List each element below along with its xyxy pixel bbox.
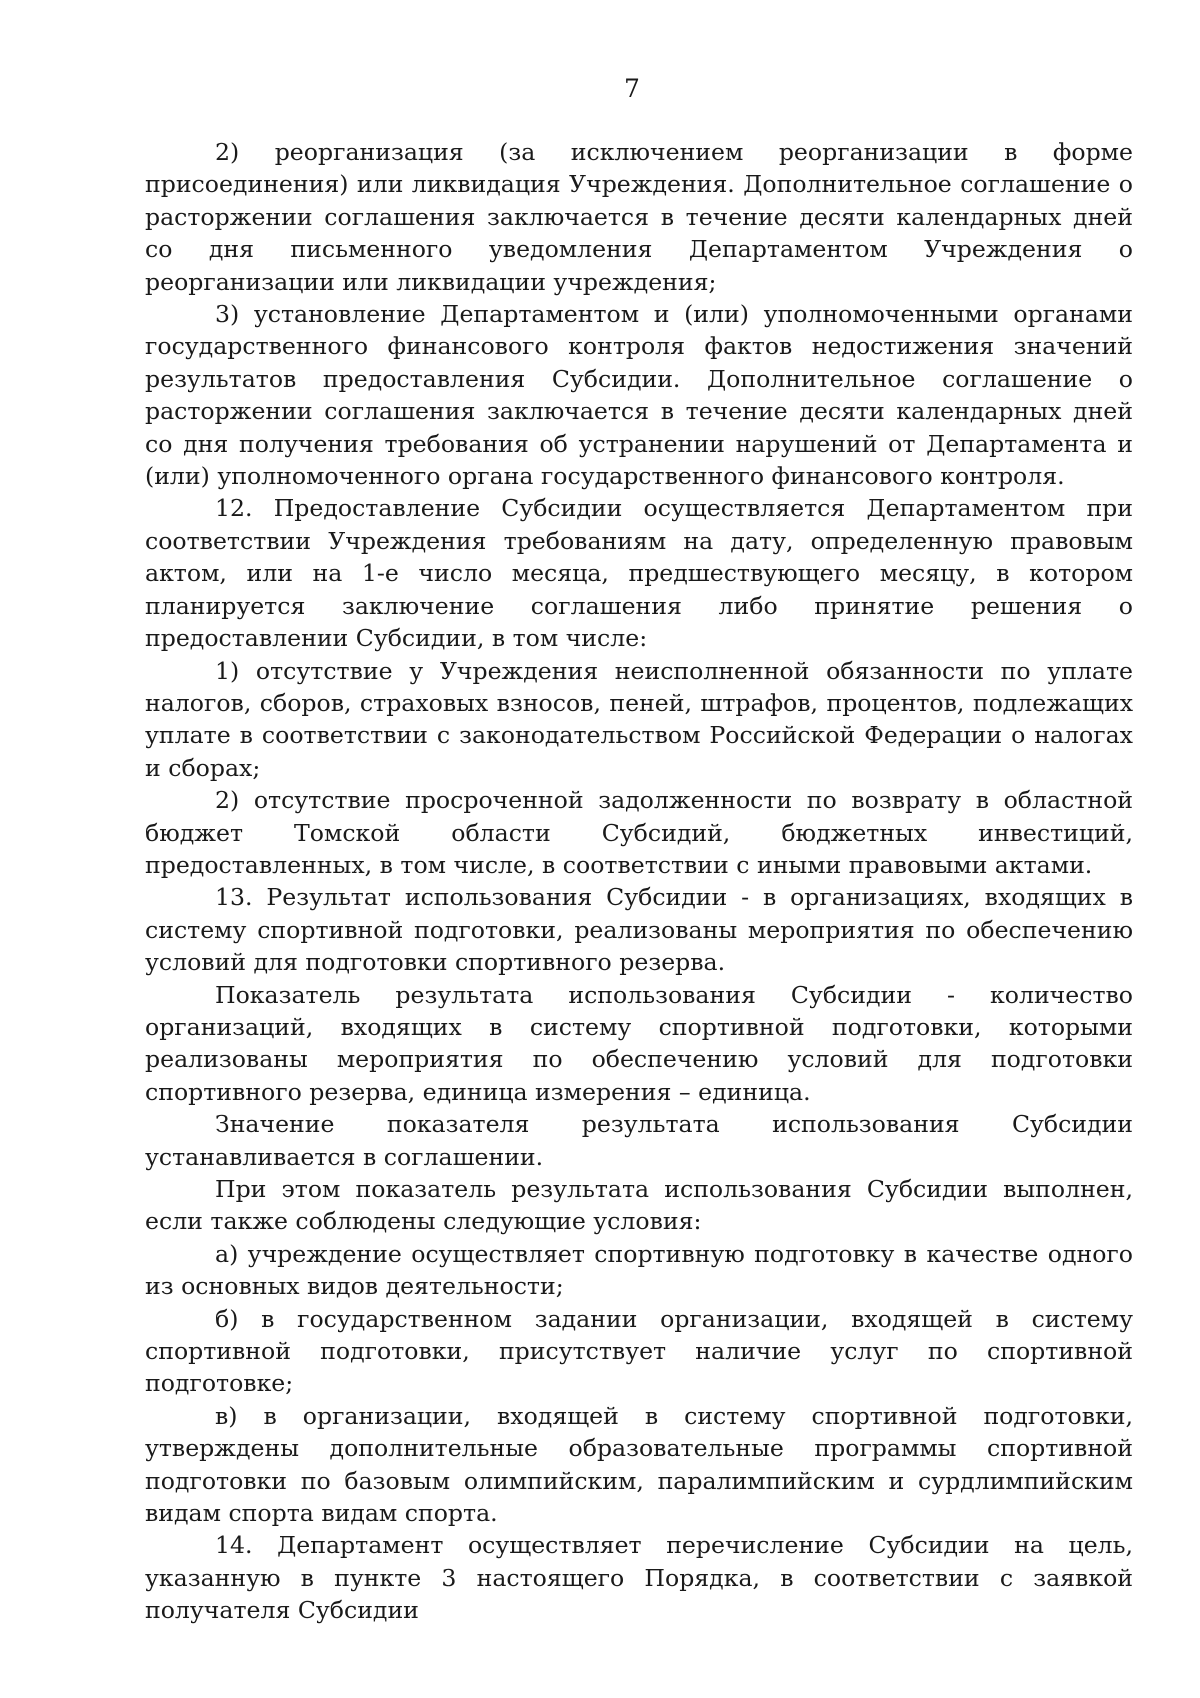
paragraph-conditions-intro: При этом показатель результата использования Субсидии выполнен, если также соблюдены следующие условия: [145, 1175, 1133, 1236]
paragraph-clause-12: 12. Предоставление Субсидии осуществляется Департаментом при соответствии Учреждения требованиям на дату, определенную правовым актом, или на 1-е число месяца, предшествующего месяцу, в котором планируется заключение соглашения либо принятие решения о предоставлении Субсидии, в том числе: [145, 494, 1133, 653]
paragraph-clause-14: 14. Департамент осуществляет перечисление Субсидии на цель, указанную в пункте 3 настоящего Порядка, в соответствии с заявкой получателя Субсидии [145, 1531, 1133, 1625]
paragraph-item-1-no-tax-debt: 1) отсутствие у Учреждения неисполненной обязанности по уплате налогов, сборов, страховых взносов, пеней, штрафов, процентов, подлежащих уплате в соответствии с законодательством Российской Федерации о налогах и сборах; [145, 656, 1133, 782]
paragraph-indicator-value: Значение показателя результата использования Субсидии устанавливается в соглашении. [145, 1110, 1133, 1171]
paragraph-result-indicator: Показатель результата использования Субсидии - количество организаций, входящих в систему спортивной подготовки, которыми реализованы мероприятия по обеспечению условий для подготовки спортивного резерва, единица измерения – единица. [145, 980, 1133, 1106]
document-body [145, 136, 1133, 1627]
paragraph-condition-a: а) учреждение осуществляет спортивную подготовку в качестве одного из основных видов деятельности; [145, 1239, 1133, 1301]
paragraph-clause-13: 13. Результат использования Субсидии - в организациях, входящих в систему спортивной подготовки, реализованы мероприятия по обеспечению условий для подготовки спортивного резерва. [145, 883, 1133, 977]
paragraph-item-2-no-overdue-debt: 2) отсутствие просроченной задолженности по возврату в областной бюджет Томской области Субсидий, бюджетных инвестиций, предоставленных, в том числе, в соответствии с иными правовыми актами. [145, 786, 1133, 879]
paragraph-condition-b: б) в государственном задании организации, входящей в систему спортивной подготовки, присутствует наличие услуг по спортивной подготовке; [145, 1304, 1133, 1398]
paragraph-condition-c: в) в организации, входящей в систему спортивной подготовки, утверждены дополнительные образовательные программы спортивной подготовки по базовым олимпийским, паралимпийским и сурдлимпийским видам спорта видам спорта. [145, 1401, 1133, 1528]
paragraph-item-3-control-findings: 3) установление Департаментом и (или) уполномоченными органами государственного финансового контроля фактов недостижения значений результатов предоставления Субсидии. Дополнительное соглашение о расторжении соглашения заключается в течение десяти календарных дней со дня получения требования об устранении нарушений от Департамента и (или) уполномоченного органа государственного финансового контроля. [145, 300, 1133, 491]
page-number: 7 [624, 74, 640, 103]
paragraph-item-2-reorganization: 2) реорганизация (за исключением реорганизации в форме присоединения) или ликвидация Учреждения. Дополнительное соглашение о расторжении соглашения заключается в течение десяти календарных дней со дня письменного уведомления Департаментом Учреждения о реорганизации или ликвидации учреждения; [145, 138, 1133, 296]
